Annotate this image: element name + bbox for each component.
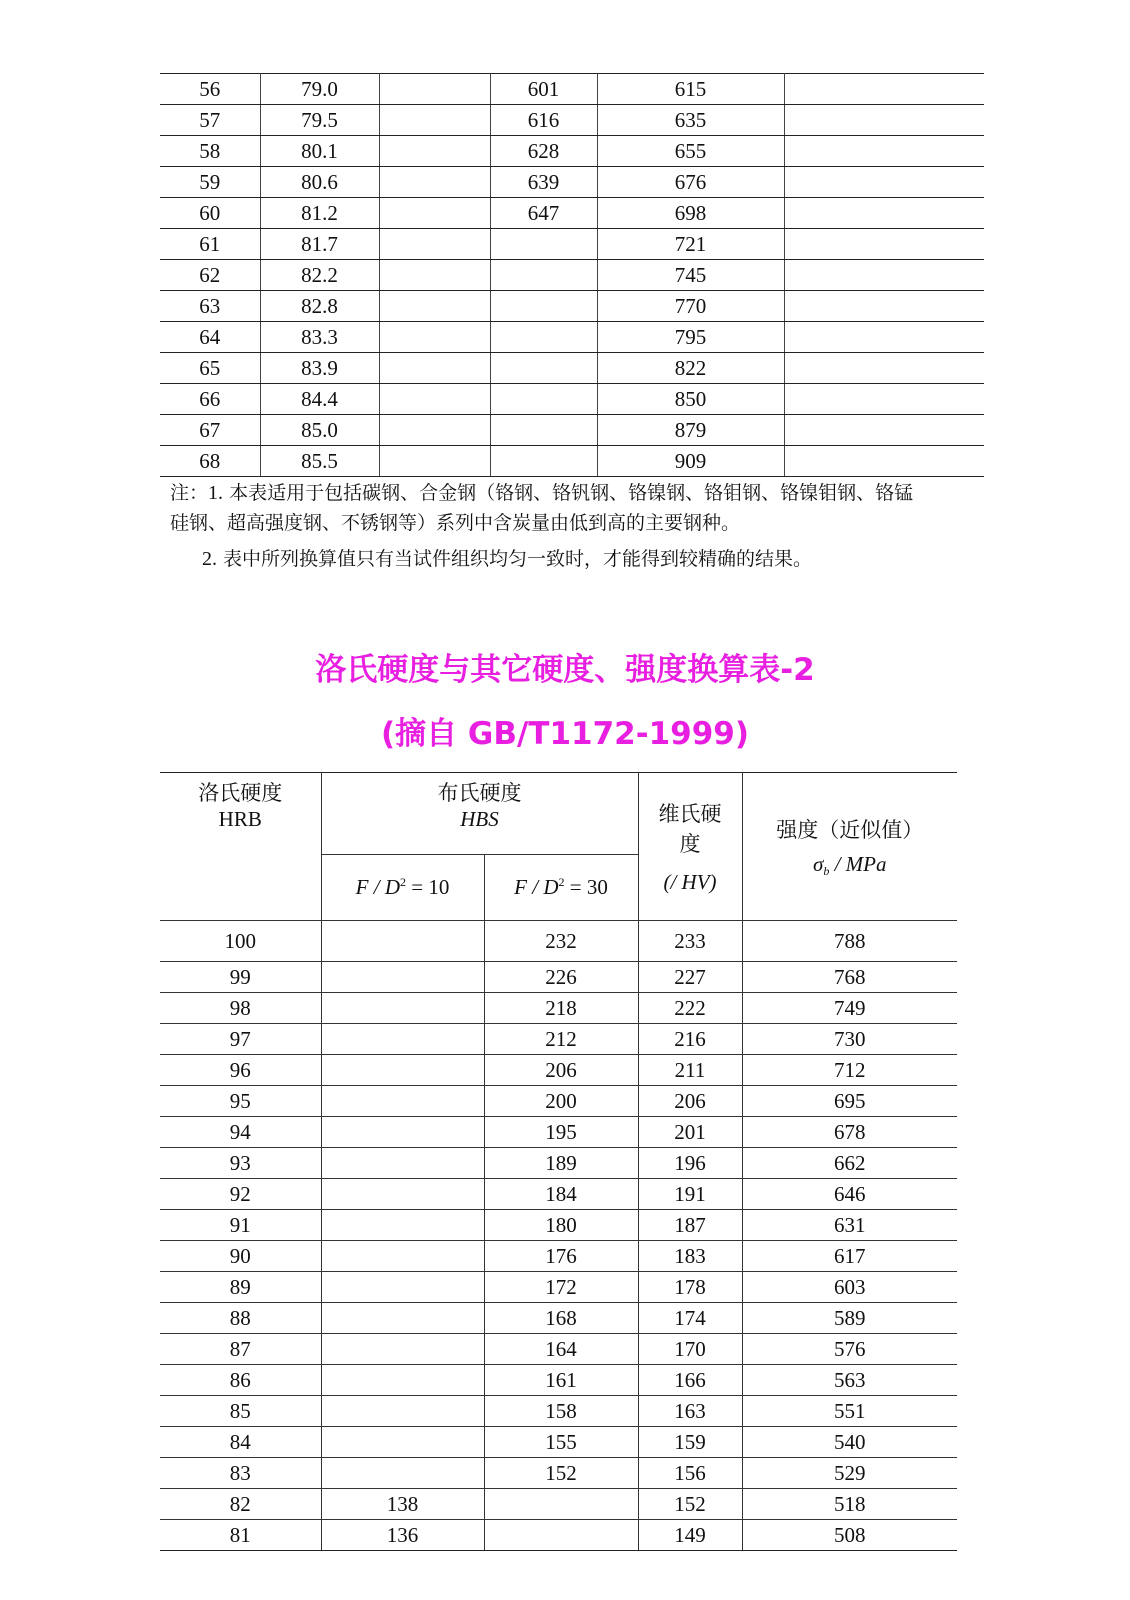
table-cell: 518	[742, 1489, 957, 1520]
table-cell: 95	[160, 1086, 321, 1117]
table-cell	[784, 198, 984, 229]
table-cell: 61	[160, 229, 260, 260]
note-text-2: 硅钢、超高强度钢、不锈钢等）系列中含炭量由低到高的主要钢种。	[170, 512, 741, 534]
table-cell: 850	[597, 384, 784, 415]
note-line-2	[170, 508, 740, 535]
table-row	[160, 353, 984, 384]
table-row	[160, 921, 957, 962]
table-row	[160, 1272, 957, 1303]
hrb-conversion-table	[160, 772, 957, 1551]
table-cell	[379, 136, 490, 167]
table-cell	[490, 446, 597, 477]
table-cell	[784, 136, 984, 167]
table-cell: 635	[597, 105, 784, 136]
table-cell	[321, 962, 484, 993]
table-title: 洛氏硬度与其它硬度、强度换算表-2	[315, 652, 815, 688]
table-row	[160, 1241, 957, 1272]
table-cell	[379, 322, 490, 353]
table-cell: 92	[160, 1179, 321, 1210]
table-row	[160, 962, 957, 993]
table-cell: 89	[160, 1272, 321, 1303]
header-hv	[638, 773, 742, 921]
table-row	[160, 1396, 957, 1427]
note-line-1	[170, 478, 913, 505]
table-cell	[321, 1117, 484, 1148]
table-cell: 81.2	[260, 198, 379, 229]
table-cell: 56	[160, 74, 260, 105]
header-hbs-en: HBS	[460, 807, 499, 831]
table-cell: 216	[638, 1024, 742, 1055]
table-cell: 698	[597, 198, 784, 229]
table-cell: 164	[484, 1334, 638, 1365]
note-text-1: 本表适用于包括碳钢、合金钢（铬钢、铬钒钢、铬镍钢、铬钼钢、铬镍钼钢、铬锰	[229, 482, 914, 504]
table-cell	[321, 1365, 484, 1396]
table-cell	[321, 1458, 484, 1489]
table-cell: 159	[638, 1427, 742, 1458]
table-cell: 730	[742, 1024, 957, 1055]
table-cell	[379, 260, 490, 291]
table-row	[160, 1427, 957, 1458]
table-cell: 227	[638, 962, 742, 993]
table-cell	[321, 1086, 484, 1117]
table-cell: 615	[597, 74, 784, 105]
table-cell	[490, 229, 597, 260]
table-cell: 200	[484, 1086, 638, 1117]
table-cell: 617	[742, 1241, 957, 1272]
table-cell: 152	[484, 1458, 638, 1489]
table-cell: 180	[484, 1210, 638, 1241]
table-cell	[379, 74, 490, 105]
table-cell: 232	[484, 921, 638, 962]
table-cell: 183	[638, 1241, 742, 1272]
table-cell	[321, 1334, 484, 1365]
table-cell: 85.5	[260, 446, 379, 477]
table-cell: 212	[484, 1024, 638, 1055]
header-strength	[742, 773, 957, 921]
table-cell: 83.9	[260, 353, 379, 384]
table-row	[160, 1520, 957, 1551]
table-cell: 155	[484, 1427, 638, 1458]
table-cell: 721	[597, 229, 784, 260]
table-row	[160, 1024, 957, 1055]
table-cell	[784, 260, 984, 291]
table-cell: 589	[742, 1303, 957, 1334]
header-hbs-cn: 布氏硬度	[437, 781, 522, 805]
table-cell: 695	[742, 1086, 957, 1117]
table-cell	[379, 167, 490, 198]
table-cell: 81	[160, 1520, 321, 1551]
table-row	[160, 1148, 957, 1179]
table-cell: 66	[160, 384, 260, 415]
table-cell: 770	[597, 291, 784, 322]
table-cell: 233	[638, 921, 742, 962]
table-cell: 206	[638, 1086, 742, 1117]
table-cell: 58	[160, 136, 260, 167]
table-cell	[784, 74, 984, 105]
table-row	[160, 322, 984, 353]
header-hrb	[160, 773, 321, 921]
header-hbs-ratio-30: $F / D^2 = 30$	[484, 855, 638, 921]
table-row	[160, 415, 984, 446]
table-cell: 86	[160, 1365, 321, 1396]
table-cell: 79.5	[260, 105, 379, 136]
table-cell	[784, 446, 984, 477]
note-line-3	[202, 544, 812, 571]
table-cell	[321, 1396, 484, 1427]
table-cell: 195	[484, 1117, 638, 1148]
table-cell	[321, 1241, 484, 1272]
table-cell: 646	[742, 1179, 957, 1210]
table-cell	[321, 1303, 484, 1334]
table-cell	[784, 415, 984, 446]
table-cell: 551	[742, 1396, 957, 1427]
table-cell	[379, 384, 490, 415]
table-cell: 91	[160, 1210, 321, 1241]
table-cell: 795	[597, 322, 784, 353]
table-cell: 628	[490, 136, 597, 167]
table-cell: 176	[484, 1241, 638, 1272]
table-row	[160, 136, 984, 167]
table-cell	[490, 291, 597, 322]
table-cell: 616	[490, 105, 597, 136]
table-row	[160, 1179, 957, 1210]
table-cell: 82.8	[260, 291, 379, 322]
table-cell	[379, 105, 490, 136]
table-cell: 138	[321, 1489, 484, 1520]
table-row	[160, 993, 957, 1024]
table-cell: 178	[638, 1272, 742, 1303]
header-strength-cn: 强度（近似值）	[776, 818, 924, 842]
note-prefix: 注：	[170, 482, 209, 504]
table-cell	[784, 167, 984, 198]
table-cell: 676	[597, 167, 784, 198]
table-cell: 678	[742, 1117, 957, 1148]
table-cell: 97	[160, 1024, 321, 1055]
table-row	[160, 1086, 957, 1117]
table-row	[160, 105, 984, 136]
table-cell	[784, 384, 984, 415]
table-cell	[321, 993, 484, 1024]
table-cell: 82	[160, 1489, 321, 1520]
hardness-table-continued	[160, 73, 984, 477]
table-cell: 631	[742, 1210, 957, 1241]
table-cell: 99	[160, 962, 321, 993]
table-cell: 60	[160, 198, 260, 229]
header-hrb-cn: 洛氏硬度	[198, 781, 283, 805]
table-cell: 218	[484, 993, 638, 1024]
table-row	[160, 1210, 957, 1241]
table-cell	[379, 198, 490, 229]
table-cell: 563	[742, 1365, 957, 1396]
table-row	[160, 1489, 957, 1520]
table-cell: 161	[484, 1365, 638, 1396]
table-row	[160, 291, 984, 322]
table-row	[160, 198, 984, 229]
table-cell: 745	[597, 260, 784, 291]
table-cell: 156	[638, 1458, 742, 1489]
table-cell: 85	[160, 1396, 321, 1427]
table-cell: 226	[484, 962, 638, 993]
table-cell	[379, 446, 490, 477]
table-cell: 83.3	[260, 322, 379, 353]
note-number-2: 2.	[202, 548, 217, 570]
table-cell: 603	[742, 1272, 957, 1303]
table-cell: 201	[638, 1117, 742, 1148]
table-cell: 79.0	[260, 74, 379, 105]
table-row	[160, 167, 984, 198]
table-cell: 149	[638, 1520, 742, 1551]
header-strength-symbol: $\sigma_b$ / MPa	[812, 852, 887, 878]
table-cell: 601	[490, 74, 597, 105]
table-cell: 98	[160, 993, 321, 1024]
table-cell: 788	[742, 921, 957, 962]
table-row	[160, 1055, 957, 1086]
note-text-3: 表中所列换算值只有当试件组织均匀一致时，才能得到较精确的结果。	[223, 548, 813, 570]
table-cell: 655	[597, 136, 784, 167]
header-hv-cn-1: 维氏硬	[658, 802, 722, 826]
table-cell: 136	[321, 1520, 484, 1551]
table-cell: 163	[638, 1396, 742, 1427]
table-cell: 822	[597, 353, 784, 384]
table-cell: 81.7	[260, 229, 379, 260]
table-cell	[321, 1148, 484, 1179]
header-hv-cn-2: 度	[679, 832, 701, 856]
table-cell	[784, 105, 984, 136]
table-cell: 87	[160, 1334, 321, 1365]
header-hbs-ratio-10: $F / D^2 = 10$	[321, 855, 484, 921]
table-row	[160, 384, 984, 415]
table-cell: 222	[638, 993, 742, 1024]
table-cell	[379, 415, 490, 446]
table-cell	[379, 229, 490, 260]
table-cell	[321, 921, 484, 962]
table-cell: 100	[160, 921, 321, 962]
table-cell	[321, 1272, 484, 1303]
table-cell: 83	[160, 1458, 321, 1489]
table-cell	[784, 353, 984, 384]
table-cell: 158	[484, 1396, 638, 1427]
table-row	[160, 229, 984, 260]
table-cell: 64	[160, 322, 260, 353]
table-row	[160, 1303, 957, 1334]
table-cell	[321, 1210, 484, 1241]
table-row	[160, 1117, 957, 1148]
table-cell: 187	[638, 1210, 742, 1241]
table-cell	[490, 415, 597, 446]
table-cell: 63	[160, 291, 260, 322]
table-cell: 80.6	[260, 167, 379, 198]
table-cell	[321, 1055, 484, 1086]
table-cell	[490, 260, 597, 291]
table-cell: 166	[638, 1365, 742, 1396]
table-cell	[321, 1024, 484, 1055]
table-cell: 508	[742, 1520, 957, 1551]
table-cell: 96	[160, 1055, 321, 1086]
table-cell: 206	[484, 1055, 638, 1086]
table-cell: 67	[160, 415, 260, 446]
table-cell: 576	[742, 1334, 957, 1365]
table-row	[160, 1365, 957, 1396]
table-cell: 529	[742, 1458, 957, 1489]
table-cell: 768	[742, 962, 957, 993]
table-cell: 152	[638, 1489, 742, 1520]
table-cell: 196	[638, 1148, 742, 1179]
table-cell	[490, 384, 597, 415]
table-row	[160, 74, 984, 105]
table-cell: 639	[490, 167, 597, 198]
table-cell: 184	[484, 1179, 638, 1210]
header-hv-en: (/ HV)	[663, 870, 717, 894]
table-cell	[321, 1179, 484, 1210]
table-cell: 749	[742, 993, 957, 1024]
table-cell: 712	[742, 1055, 957, 1086]
table-cell: 68	[160, 446, 260, 477]
table-cell	[490, 353, 597, 384]
table-cell: 88	[160, 1303, 321, 1334]
table-cell: 85.0	[260, 415, 379, 446]
table-row	[160, 260, 984, 291]
header-hbs	[321, 773, 638, 855]
table-cell	[784, 229, 984, 260]
header-hrb-en: HRB	[218, 807, 262, 831]
note-number-1: 1.	[208, 482, 224, 504]
table-cell: 168	[484, 1303, 638, 1334]
table-cell: 211	[638, 1055, 742, 1086]
table-cell: 65	[160, 353, 260, 384]
table-cell	[379, 353, 490, 384]
table-cell: 82.2	[260, 260, 379, 291]
table-cell: 174	[638, 1303, 742, 1334]
table-cell: 189	[484, 1148, 638, 1179]
table-cell: 57	[160, 105, 260, 136]
table-cell: 94	[160, 1117, 321, 1148]
table-cell	[484, 1520, 638, 1551]
table-cell	[379, 291, 490, 322]
table-row	[160, 1458, 957, 1489]
table-cell: 62	[160, 260, 260, 291]
table-cell: 172	[484, 1272, 638, 1303]
table-cell	[321, 1427, 484, 1458]
table-cell	[490, 322, 597, 353]
table-cell: 647	[490, 198, 597, 229]
table-cell: 90	[160, 1241, 321, 1272]
table-cell: 662	[742, 1148, 957, 1179]
table-cell: 80.1	[260, 136, 379, 167]
table-cell: 93	[160, 1148, 321, 1179]
table-cell	[784, 322, 984, 353]
table-cell	[784, 291, 984, 322]
table-row	[160, 446, 984, 477]
table-cell: 84.4	[260, 384, 379, 415]
table-subtitle: (摘自 GB/T1172-1999)	[380, 716, 750, 752]
table-cell: 540	[742, 1427, 957, 1458]
table-cell: 84	[160, 1427, 321, 1458]
table-cell: 170	[638, 1334, 742, 1365]
table-row	[160, 1334, 957, 1365]
table-cell: 59	[160, 167, 260, 198]
table-cell: 879	[597, 415, 784, 446]
table-cell: 909	[597, 446, 784, 477]
table-cell	[484, 1489, 638, 1520]
table-cell: 191	[638, 1179, 742, 1210]
